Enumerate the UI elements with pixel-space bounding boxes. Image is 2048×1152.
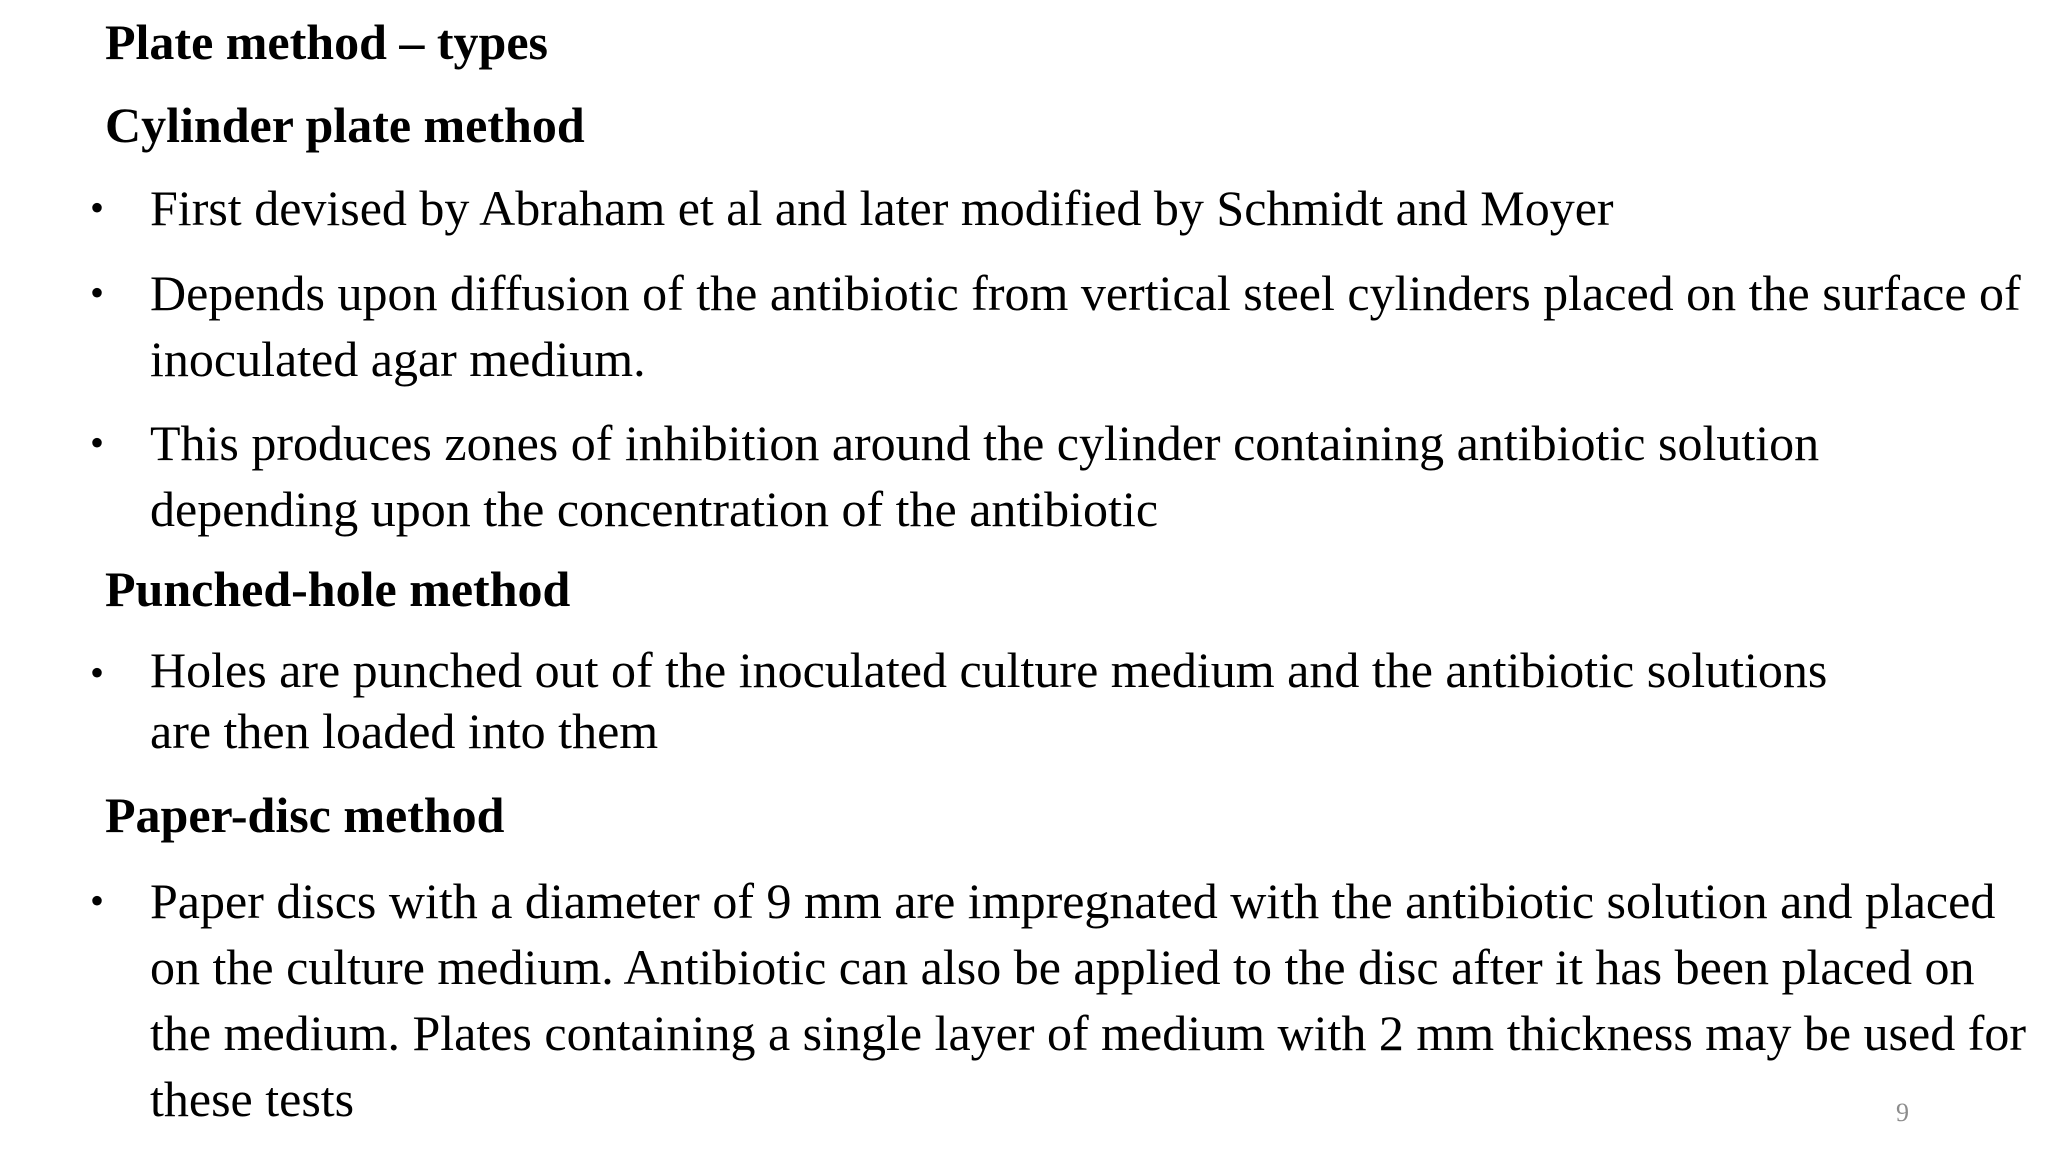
bullet-icon: • [90, 420, 105, 465]
list-item [90, 640, 1970, 766]
bullet-text: First devised by Abraham et al and later modified by Schmidt and Moyer [150, 180, 1614, 236]
bullet-text: Holes are punched out of the inoculated culture medium and the antibiotic solutions are then loaded into them [150, 642, 1828, 759]
section-heading-cylinder-plate: Cylinder plate method [105, 97, 585, 153]
slide-title: Plate method – types [105, 14, 548, 70]
bullet-icon: • [90, 185, 105, 230]
bullet-icon: • [90, 270, 105, 315]
list-item [90, 260, 2021, 392]
section-heading-paper-disc: Paper-disc method [105, 787, 505, 843]
bullet-icon: • [90, 878, 105, 923]
list-item [90, 175, 1970, 241]
bullet-text: This produces zones of inhibition around the cylinder containing antibiotic solution depending upon the concentration of the antibiotic [150, 415, 1820, 537]
list-item [90, 410, 1970, 542]
section-heading-punched-hole: Punched-hole method [105, 561, 571, 617]
bullet-icon: • [90, 650, 105, 695]
list-item [90, 868, 2027, 1132]
bullet-text: Depends upon diffusion of the antibiotic from vertical steel cylinders placed on the surface of inoculated agar medium. [150, 265, 2021, 387]
bullet-text: Paper discs with a diameter of 9 mm are impregnated with the antibiotic solution and placed on the culture medium. Antibiotic can also be applied to the disc after it has been placed on the medium. Plates containing a single layer of medium with 2 mm thickness may be used for these tests [150, 873, 2027, 1127]
page-number: 9 [1896, 1098, 1909, 1127]
